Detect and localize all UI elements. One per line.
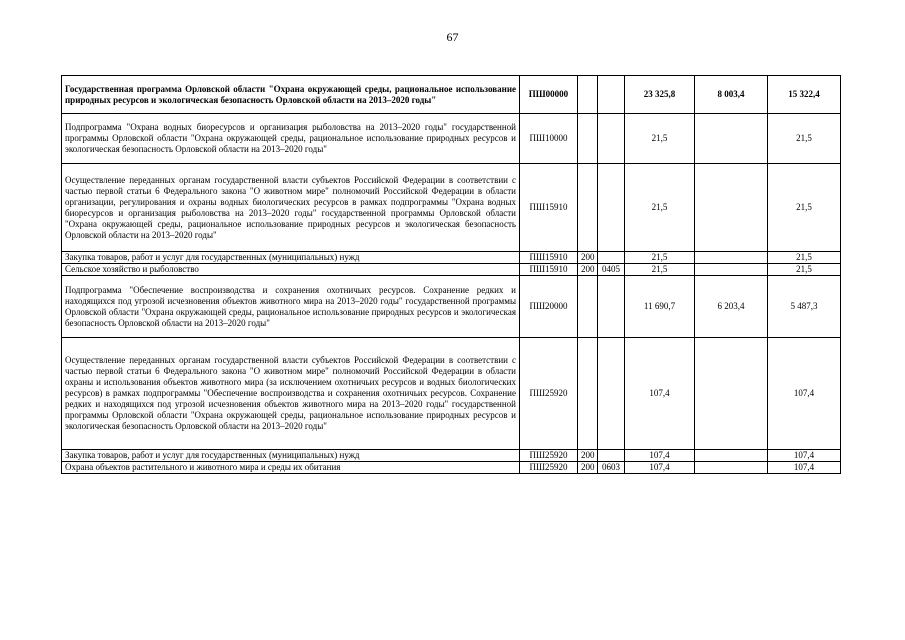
- row-regional: 107,4: [768, 462, 841, 474]
- row-federal: 8 003,4: [695, 76, 768, 114]
- row-regional: 107,4: [768, 450, 841, 462]
- row-section: [598, 114, 625, 164]
- row-expense-type: [578, 276, 598, 338]
- row-code: ПШ25920: [520, 338, 578, 450]
- row-federal: [695, 338, 768, 450]
- row-name: Подпрограмма "Обеспечение воспроизводства и сохранения охотничьих ресурсов. Сохранение редких и находящихся под угрозой исчезновения объектов животного мира на 2013–2020 годы" государственной программы Орловской области "Охрана окружающей среды, рациональное использование природных ресурсов и экологическая безопасность Орловской области на 2013–2020 годы": [62, 276, 520, 338]
- row-code: ПШ15910: [520, 164, 578, 252]
- row-name: Государственная программа Орловской области "Охрана окружающей среды, рациональное использование природных ресурсов и экологическая безопасность Орловской области на 2013–2020 годы": [62, 76, 520, 114]
- row-expense-type: [578, 76, 598, 114]
- row-code: ПШ10000: [520, 114, 578, 164]
- table-row: [62, 462, 841, 474]
- row-regional: 15 322,4: [768, 76, 841, 114]
- row-total: 11 690,7: [625, 276, 695, 338]
- table-row: [62, 114, 841, 164]
- row-name: Осуществление переданных органам государственной власти субъектов Российской Федерации в соответствии с частью первой статьи 6 Федерального закона "О животном мире" полномочий Российской Федерации в области организации, регулирования и охраны водных биологических ресурсов в рамках подпрограммы "Охрана водных биоресурсов и организация рыболовства на 2013–2020 годы" государственной программы Орловской области "Охрана окружающей среды, рациональное использование природных ресурсов и экологическая безопасность Орловской области на 2013–2020 годы": [62, 164, 520, 252]
- table-row: [62, 252, 841, 264]
- row-expense-type: 200: [578, 264, 598, 276]
- row-expense-type: [578, 114, 598, 164]
- row-section: [598, 450, 625, 462]
- row-total: 107,4: [625, 450, 695, 462]
- row-section: 0603: [598, 462, 625, 474]
- page-number: 67: [446, 30, 459, 44]
- row-section: [598, 338, 625, 450]
- row-code: ПШ25920: [520, 450, 578, 462]
- row-regional: 21,5: [768, 114, 841, 164]
- row-section: [598, 276, 625, 338]
- budget-table: [61, 75, 841, 474]
- row-expense-type: [578, 338, 598, 450]
- table-row: [62, 76, 841, 114]
- row-federal: [695, 450, 768, 462]
- row-total: 21,5: [625, 264, 695, 276]
- row-expense-type: 200: [578, 450, 598, 462]
- row-total: 21,5: [625, 252, 695, 264]
- row-code: ПШ20000: [520, 276, 578, 338]
- row-expense-type: 200: [578, 462, 598, 474]
- row-section: [598, 164, 625, 252]
- table-row: [62, 276, 841, 338]
- row-section: [598, 252, 625, 264]
- row-code: ПШ15910: [520, 252, 578, 264]
- row-regional: 5 487,3: [768, 276, 841, 338]
- row-total: 107,4: [625, 462, 695, 474]
- row-code: ПШ00000: [520, 76, 578, 114]
- table-row: [62, 164, 841, 252]
- row-regional: 107,4: [768, 338, 841, 450]
- row-name: Охрана объектов растительного и животного мира и среды их обитания: [62, 462, 520, 474]
- row-federal: [695, 462, 768, 474]
- row-federal: [695, 264, 768, 276]
- table-row: [62, 450, 841, 462]
- row-name: Закупка товаров, работ и услуг для государственных (муниципальных) нужд: [62, 450, 520, 462]
- row-section: [598, 76, 625, 114]
- row-total: 23 325,8: [625, 76, 695, 114]
- table-body: [62, 76, 841, 474]
- row-regional: 21,5: [768, 164, 841, 252]
- row-regional: 21,5: [768, 252, 841, 264]
- table-row: [62, 264, 841, 276]
- row-federal: [695, 114, 768, 164]
- row-expense-type: [578, 164, 598, 252]
- row-name: Осуществление переданных органам государственной власти субъектов Российской Федерации в соответствии с частью первой статьи 6 Федерального закона "О животном мире" полномочий Российской Федерации в области охраны и использования объектов животного мира (за исключением охотничьих ресурсов и водных биологических ресурсов) в рамках подпрограммы "Обеспечение воспроизводства и сохранения охотничьих ресурсов. Сохранение редких и находящихся под угрозой исчезновения объектов животного мира на 2013–2020 годы" государственной программы Орловской области "Охрана окружающей среды, рациональное использование природных ресурсов и экологическая безопасность Орловской области на 2013–2020 годы": [62, 338, 520, 450]
- row-regional: 21,5: [768, 264, 841, 276]
- row-federal: 6 203,4: [695, 276, 768, 338]
- row-expense-type: 200: [578, 252, 598, 264]
- table-row: [62, 338, 841, 450]
- row-federal: [695, 252, 768, 264]
- row-code: ПШ15910: [520, 264, 578, 276]
- row-total: 21,5: [625, 114, 695, 164]
- row-section: 0405: [598, 264, 625, 276]
- row-name: Подпрограмма "Охрана водных биоресурсов и организация рыболовства на 2013–2020 годы" государственной программы Орловской области "Охрана окружающей среды, рациональное использование природных ресурсов и экологическая безопасность Орловской области на 2013–2020 годы": [62, 114, 520, 164]
- row-name: Закупка товаров, работ и услуг для государственных (муниципальных) нужд: [62, 252, 520, 264]
- row-total: 21,5: [625, 164, 695, 252]
- row-federal: [695, 164, 768, 252]
- row-code: ПШ25920: [520, 462, 578, 474]
- row-name: Сельское хозяйство и рыболовство: [62, 264, 520, 276]
- row-total: 107,4: [625, 338, 695, 450]
